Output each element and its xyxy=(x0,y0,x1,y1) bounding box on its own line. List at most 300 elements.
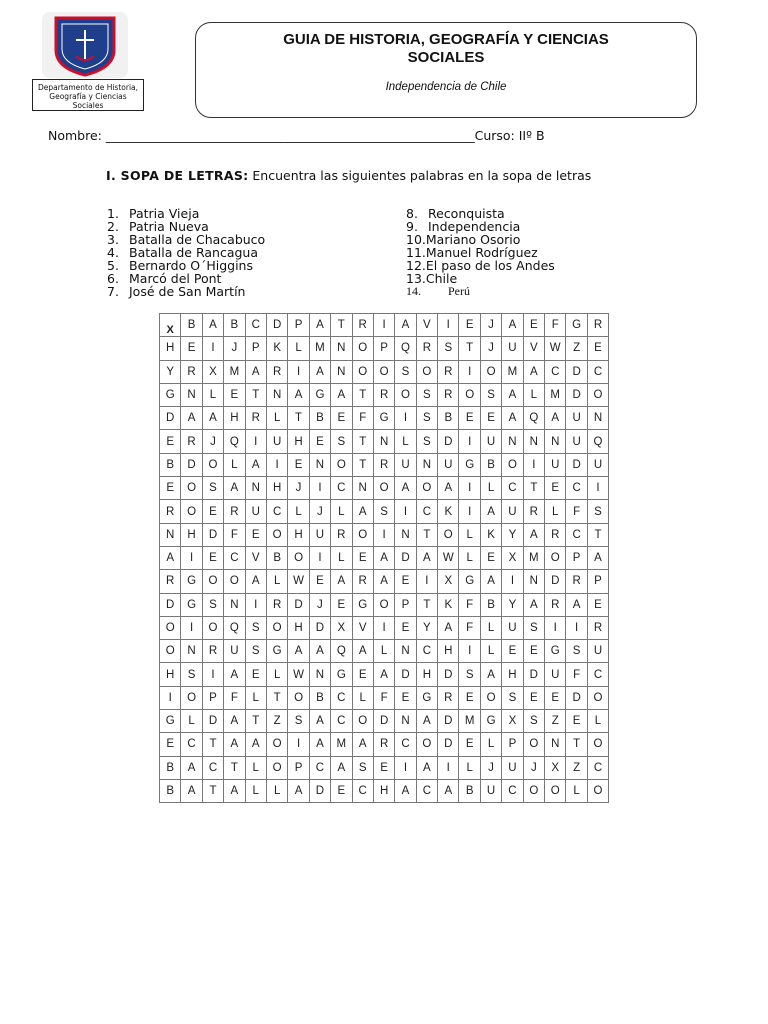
grid-letter-cell: E xyxy=(224,383,245,406)
grid-letter-cell: P xyxy=(245,337,266,360)
grid-letter-cell: K xyxy=(438,500,459,523)
grid-letter-cell: F xyxy=(224,686,245,709)
grid-letter-cell: C xyxy=(266,500,287,523)
grid-letter-cell: N xyxy=(352,477,373,500)
grid-letter-cell: E xyxy=(587,337,608,360)
grid-letter-cell: G xyxy=(309,383,330,406)
grid-letter-cell: C xyxy=(587,663,608,686)
grid-letter-cell: S xyxy=(395,360,416,383)
grid-row xyxy=(160,640,609,663)
grid-letter-cell: S xyxy=(181,663,202,686)
grid-letter-cell: A xyxy=(224,710,245,733)
grid-letter-cell: A xyxy=(480,663,501,686)
grid-row xyxy=(160,453,609,476)
grid-letter-cell: J xyxy=(309,500,330,523)
grid-letter-cell: X xyxy=(545,756,566,779)
grid-letter-cell: C xyxy=(566,477,587,500)
grid-letter-cell: R xyxy=(416,337,437,360)
grid-letter-cell: A xyxy=(202,407,223,430)
grid-letter-cell: O xyxy=(587,686,608,709)
grid-letter-cell: B xyxy=(160,453,181,476)
grid-letter-cell: R xyxy=(352,570,373,593)
grid-letter-cell: A xyxy=(480,500,501,523)
grid-letter-cell: B xyxy=(181,314,202,337)
grid-letter-cell: O xyxy=(224,570,245,593)
grid-letter-cell: A xyxy=(224,477,245,500)
grid-letter-cell: E xyxy=(523,686,544,709)
grid-letter-cell: D xyxy=(566,360,587,383)
grid-letter-cell: K xyxy=(438,593,459,616)
grid-letter-cell: A xyxy=(373,570,394,593)
grid-letter-cell: E xyxy=(160,430,181,453)
grid-letter-cell: O xyxy=(352,337,373,360)
grid-letter-cell: L xyxy=(480,733,501,756)
grid-letter-cell: O xyxy=(288,546,309,569)
grid-letter-cell: I xyxy=(181,616,202,639)
grid-letter-cell: A xyxy=(245,570,266,593)
grid-row xyxy=(160,500,609,523)
word-item: 9. Independencia xyxy=(406,219,521,234)
grid-letter-cell: A xyxy=(288,640,309,663)
grid-letter-cell: N xyxy=(373,430,394,453)
grid-letter-cell: E xyxy=(245,663,266,686)
grid-letter-cell: I xyxy=(373,314,394,337)
grid-letter-cell: E xyxy=(523,314,544,337)
grid-letter-cell: B xyxy=(224,314,245,337)
grid-letter-cell: U xyxy=(502,616,523,639)
grid-letter-cell: O xyxy=(181,477,202,500)
grid-letter-cell: O xyxy=(480,686,501,709)
grid-letter-cell: E xyxy=(309,430,330,453)
grid-letter-cell: R xyxy=(181,430,202,453)
grid-letter-cell: C xyxy=(202,756,223,779)
grid-letter-cell: F xyxy=(566,663,587,686)
grid-letter-cell: E xyxy=(352,546,373,569)
grid-letter-cell: A xyxy=(224,733,245,756)
grid-letter-cell: I xyxy=(245,593,266,616)
grid-letter-cell: B xyxy=(266,546,287,569)
grid-letter-cell: A xyxy=(181,756,202,779)
grid-letter-cell: L xyxy=(245,779,266,802)
student-info-line: Nombre: ___________________________________________________________Curso: IIº B xyxy=(48,128,545,143)
grid-letter-cell: M xyxy=(309,337,330,360)
grid-letter-cell: L xyxy=(523,383,544,406)
grid-letter-cell: Y xyxy=(416,616,437,639)
grid-letter-cell: R xyxy=(373,453,394,476)
grid-letter-cell: O xyxy=(331,453,352,476)
grid-letter-cell: D xyxy=(202,523,223,546)
grid-letter-cell: O xyxy=(459,383,480,406)
grid-letter-cell: E xyxy=(373,756,394,779)
grid-letter-cell: Q xyxy=(395,337,416,360)
grid-letter-cell: E xyxy=(480,407,501,430)
grid-letter-cell: Z xyxy=(566,337,587,360)
grid-letter-cell: U xyxy=(309,523,330,546)
word-item: 12.El paso de los Andes xyxy=(406,258,555,273)
grid-letter-cell: I xyxy=(202,663,223,686)
grid-letter-cell: Z xyxy=(566,756,587,779)
grid-letter-cell: R xyxy=(266,593,287,616)
grid-letter-cell: K xyxy=(480,523,501,546)
grid-letter-cell: I xyxy=(566,616,587,639)
grid-letter-cell: I xyxy=(373,523,394,546)
grid-letter-cell: D xyxy=(395,663,416,686)
grid-letter-cell: S xyxy=(523,616,544,639)
grid-letter-cell: C xyxy=(587,756,608,779)
grid-letter-cell: O xyxy=(416,477,437,500)
grid-letter-cell: O xyxy=(266,756,287,779)
grid-letter-cell: T xyxy=(202,779,223,802)
section-heading xyxy=(106,168,591,183)
grid-letter-cell: Q xyxy=(224,616,245,639)
grid-letter-cell: X xyxy=(502,546,523,569)
grid-letter-cell: Q xyxy=(331,640,352,663)
grid-letter-cell: L xyxy=(245,686,266,709)
grid-letter-cell: D xyxy=(395,546,416,569)
word-item: 5. Bernardo O´Higgins xyxy=(107,258,253,273)
grid-letter-cell: R xyxy=(373,733,394,756)
grid-letter-cell: R xyxy=(352,314,373,337)
grid-letter-cell: T xyxy=(245,383,266,406)
grid-letter-cell: A xyxy=(566,593,587,616)
shield-icon xyxy=(42,12,128,78)
grid-letter-cell: D xyxy=(566,686,587,709)
grid-letter-cell: H xyxy=(181,523,202,546)
grid-letter-cell: G xyxy=(459,570,480,593)
grid-letter-cell: A xyxy=(288,383,309,406)
grid-letter-cell: D xyxy=(309,616,330,639)
grid-letter-cell: F xyxy=(459,593,480,616)
grid-letter-cell: O xyxy=(587,779,608,802)
grid-letter-cell: J xyxy=(480,756,501,779)
grid-letter-cell: U xyxy=(566,430,587,453)
grid-letter-cell: E xyxy=(459,407,480,430)
grid-letter-cell: A xyxy=(438,616,459,639)
section-title: I. SOPA DE LETRAS: xyxy=(106,168,249,183)
grid-letter-cell: G xyxy=(480,710,501,733)
grid-letter-cell: A xyxy=(523,593,544,616)
grid-letter-cell: L xyxy=(245,756,266,779)
grid-letter-cell: C xyxy=(331,686,352,709)
grid-letter-cell: P xyxy=(202,686,223,709)
grid-letter-cell: O xyxy=(416,360,437,383)
grid-letter-cell: O xyxy=(288,686,309,709)
grid-letter-cell: B xyxy=(309,407,330,430)
grid-letter-cell: H xyxy=(288,523,309,546)
grid-letter-cell: U xyxy=(566,407,587,430)
grid-letter-cell: I xyxy=(587,477,608,500)
grid-letter-cell: C xyxy=(566,523,587,546)
grid-letter-cell: E xyxy=(502,640,523,663)
grid-letter-cell: G xyxy=(352,593,373,616)
grid-letter-cell: R xyxy=(566,570,587,593)
grid-letter-cell: I xyxy=(523,453,544,476)
grid-letter-cell: U xyxy=(480,779,501,802)
grid-letter-cell: N xyxy=(181,383,202,406)
grid-letter-cell: R xyxy=(160,500,181,523)
grid-letter-cell: A xyxy=(416,546,437,569)
grid-letter-cell: A xyxy=(309,360,330,383)
grid-letter-cell: J xyxy=(480,314,501,337)
grid-letter-cell: E xyxy=(160,733,181,756)
grid-letter-cell: A xyxy=(224,663,245,686)
word-item: 4. Batalla de Rancagua xyxy=(107,245,259,260)
grid-letter-cell: D xyxy=(438,430,459,453)
grid-letter-cell: J xyxy=(202,430,223,453)
grid-letter-cell: I xyxy=(459,477,480,500)
grid-letter-cell: O xyxy=(480,360,501,383)
grid-letter-cell: E xyxy=(545,686,566,709)
grid-letter-cell: O xyxy=(352,360,373,383)
grid-letter-cell: O xyxy=(202,453,223,476)
grid-letter-cell: U xyxy=(502,500,523,523)
word-list-left xyxy=(107,207,265,298)
grid-letter-cell: C xyxy=(545,360,566,383)
grid-letter-cell: S xyxy=(373,500,394,523)
grid-letter-cell: N xyxy=(523,570,544,593)
grid-letter-cell: D xyxy=(438,733,459,756)
grid-letter-cell: T xyxy=(416,523,437,546)
grid-letter-cell: D xyxy=(160,593,181,616)
grid-letter-cell: S xyxy=(416,383,437,406)
grid-letter-cell: A xyxy=(395,779,416,802)
grid-letter-cell: U xyxy=(266,430,287,453)
grid-letter-cell: F xyxy=(373,686,394,709)
grid-letter-cell: T xyxy=(202,733,223,756)
grid-letter-cell: E xyxy=(309,570,330,593)
word-item: 3. Batalla de Chacabuco xyxy=(107,232,266,247)
grid-letter-cell: I xyxy=(395,500,416,523)
grid-letter-cell: O xyxy=(202,616,223,639)
grid-letter-cell: B xyxy=(480,453,501,476)
grid-letter-cell: D xyxy=(373,710,394,733)
grid-row xyxy=(160,546,609,569)
grid-row xyxy=(160,616,609,639)
grid-letter-cell: U xyxy=(587,640,608,663)
grid-letter-cell: R xyxy=(545,593,566,616)
grid-letter-cell: N xyxy=(545,430,566,453)
grid-letter-cell: W xyxy=(288,570,309,593)
grid-letter-cell: R xyxy=(438,686,459,709)
grid-row xyxy=(160,314,609,337)
grid-letter-cell: C xyxy=(352,779,373,802)
grid-letter-cell: T xyxy=(352,430,373,453)
grid-letter-cell: L xyxy=(480,640,501,663)
grid-letter-cell: E xyxy=(331,407,352,430)
grid-letter-cell: R xyxy=(373,383,394,406)
grid-letter-cell: S xyxy=(202,593,223,616)
grid-letter-cell: C xyxy=(502,779,523,802)
grid-letter-cell: L xyxy=(331,546,352,569)
grid-letter-cell: A xyxy=(416,756,437,779)
grid-letter-cell: I xyxy=(438,756,459,779)
grid-letter-cell: E xyxy=(459,314,480,337)
grid-letter-cell: R xyxy=(587,616,608,639)
grid-letter-cell: L xyxy=(545,500,566,523)
grid-letter-cell: N xyxy=(266,383,287,406)
grid-letter-cell: A xyxy=(523,360,544,383)
grid-letter-cell: X xyxy=(202,360,223,383)
grid-letter-cell: N xyxy=(245,477,266,500)
grid-letter-cell: H xyxy=(288,430,309,453)
grid-letter-cell: S xyxy=(288,710,309,733)
grid-letter-cell: H xyxy=(288,616,309,639)
grid-letter-cell: L xyxy=(459,546,480,569)
grid-letter-cell: S xyxy=(480,383,501,406)
grid-letter-cell: L xyxy=(331,500,352,523)
grid-letter-cell: G xyxy=(331,663,352,686)
grid-letter-cell: I xyxy=(373,616,394,639)
word-list-right xyxy=(406,207,555,298)
grid-letter-cell: H xyxy=(224,407,245,430)
grid-letter-cell: W xyxy=(438,546,459,569)
grid-letter-cell: Z xyxy=(266,710,287,733)
grid-letter-cell: L xyxy=(480,616,501,639)
grid-letter-cell: O xyxy=(352,710,373,733)
grid-letter-cell: O xyxy=(352,523,373,546)
grid-letter-cell: S xyxy=(245,616,266,639)
grid-letter-cell: N xyxy=(309,663,330,686)
grid-letter-cell: O xyxy=(266,523,287,546)
grid-letter-cell: K xyxy=(266,337,287,360)
grid-letter-cell: P xyxy=(288,756,309,779)
grid-letter-cell: A xyxy=(480,570,501,593)
grid-letter-cell: A xyxy=(245,733,266,756)
grid-letter-cell: D xyxy=(202,710,223,733)
header-box xyxy=(195,22,697,118)
grid-letter-cell: O xyxy=(266,616,287,639)
grid-letter-cell: I xyxy=(438,314,459,337)
grid-letter-cell: H xyxy=(160,337,181,360)
grid-letter-cell: L xyxy=(181,710,202,733)
grid-letter-cell: H xyxy=(502,663,523,686)
grid-letter-cell: U xyxy=(502,756,523,779)
grid-letter-cell: T xyxy=(245,710,266,733)
grid-letter-cell: U xyxy=(395,453,416,476)
grid-letter-cell: M xyxy=(545,383,566,406)
grid-letter-cell: S xyxy=(416,407,437,430)
grid-letter-cell: A xyxy=(181,407,202,430)
grid-row xyxy=(160,337,609,360)
grid-letter-cell: R xyxy=(545,523,566,546)
grid-letter-cell: M xyxy=(523,546,544,569)
grid-letter-cell: L xyxy=(288,500,309,523)
grid-letter-cell: S xyxy=(438,337,459,360)
grid-letter-cell: B xyxy=(309,686,330,709)
grid-letter-cell: T xyxy=(459,337,480,360)
grid-letter-cell: I xyxy=(309,546,330,569)
grid-letter-cell: C xyxy=(309,756,330,779)
grid-letter-cell: A xyxy=(224,779,245,802)
grid-row xyxy=(160,686,609,709)
grid-letter-cell: O xyxy=(395,383,416,406)
grid-letter-cell: H xyxy=(438,640,459,663)
grid-letter-cell: G xyxy=(160,710,181,733)
grid-letter-cell: U xyxy=(545,663,566,686)
grid-letter-cell: L xyxy=(224,453,245,476)
grid-letter-cell: G xyxy=(266,640,287,663)
word-item: 11.Manuel Rodríguez xyxy=(406,245,538,260)
grid-letter-cell: L xyxy=(587,710,608,733)
grid-letter-cell: A xyxy=(331,570,352,593)
grid-letter-cell: O xyxy=(502,453,523,476)
grid-letter-cell: E xyxy=(459,733,480,756)
grid-letter-cell: O xyxy=(181,500,202,523)
grid-letter-cell: S xyxy=(502,686,523,709)
grid-letter-cell: O xyxy=(587,733,608,756)
grid-letter-cell: D xyxy=(438,710,459,733)
grid-letter-cell: C xyxy=(224,546,245,569)
grid-letter-cell: A xyxy=(160,546,181,569)
grid-corner-cell: X xyxy=(160,314,181,337)
grid-row xyxy=(160,570,609,593)
grid-letter-cell: L xyxy=(480,477,501,500)
word-item: 13.Chile xyxy=(406,271,458,286)
grid-letter-cell: D xyxy=(181,453,202,476)
grid-letter-cell: R xyxy=(331,523,352,546)
grid-letter-cell: D xyxy=(266,314,287,337)
grid-letter-cell: C xyxy=(587,360,608,383)
grid-letter-cell: C xyxy=(331,477,352,500)
grid-letter-cell: J xyxy=(480,337,501,360)
grid-letter-cell: B xyxy=(438,407,459,430)
grid-letter-cell: O xyxy=(416,733,437,756)
grid-letter-cell: N xyxy=(587,407,608,430)
grid-letter-cell: I xyxy=(202,337,223,360)
grid-letter-cell: U xyxy=(587,453,608,476)
grid-letter-cell: U xyxy=(502,337,523,360)
grid-letter-cell: M xyxy=(459,710,480,733)
grid-letter-cell: G xyxy=(373,407,394,430)
grid-letter-cell: P xyxy=(502,733,523,756)
grid-letter-cell: H xyxy=(373,779,394,802)
grid-letter-cell: I xyxy=(181,546,202,569)
grid-letter-cell: A xyxy=(352,640,373,663)
grid-letter-cell: C xyxy=(502,477,523,500)
word-item: 1. Patria Vieja xyxy=(107,206,200,221)
grid-letter-cell: P xyxy=(373,337,394,360)
grid-letter-cell: N xyxy=(224,593,245,616)
grid-letter-cell: R xyxy=(587,314,608,337)
grid-letter-cell: A xyxy=(309,314,330,337)
grid-letter-cell: I xyxy=(160,686,181,709)
grid-letter-cell: A xyxy=(352,500,373,523)
grid-letter-cell: G xyxy=(181,593,202,616)
grid-letter-cell: E xyxy=(202,500,223,523)
grid-letter-cell: G xyxy=(416,686,437,709)
grid-letter-cell: A xyxy=(502,407,523,430)
grid-letter-cell: N xyxy=(331,337,352,360)
word-item: 10.Mariano Osorio xyxy=(406,232,521,247)
grid-letter-cell: L xyxy=(266,663,287,686)
grid-letter-cell: U xyxy=(438,453,459,476)
grid-letter-cell: G xyxy=(181,570,202,593)
grid-letter-cell: R xyxy=(202,640,223,663)
grid-letter-cell: T xyxy=(288,407,309,430)
department-label: Departamento de Historia, Geografía y Ciencias Sociales xyxy=(32,79,144,111)
grid-letter-cell: F xyxy=(352,407,373,430)
grid-letter-cell: M xyxy=(331,733,352,756)
grid-letter-cell: L xyxy=(566,779,587,802)
grid-letter-cell: T xyxy=(523,477,544,500)
grid-letter-cell: L xyxy=(352,686,373,709)
grid-letter-cell: E xyxy=(395,686,416,709)
grid-letter-cell: A xyxy=(331,383,352,406)
grid-letter-cell: B xyxy=(480,593,501,616)
grid-letter-cell: A xyxy=(416,710,437,733)
grid-letter-cell: I xyxy=(288,733,309,756)
grid-letter-cell: L xyxy=(202,383,223,406)
